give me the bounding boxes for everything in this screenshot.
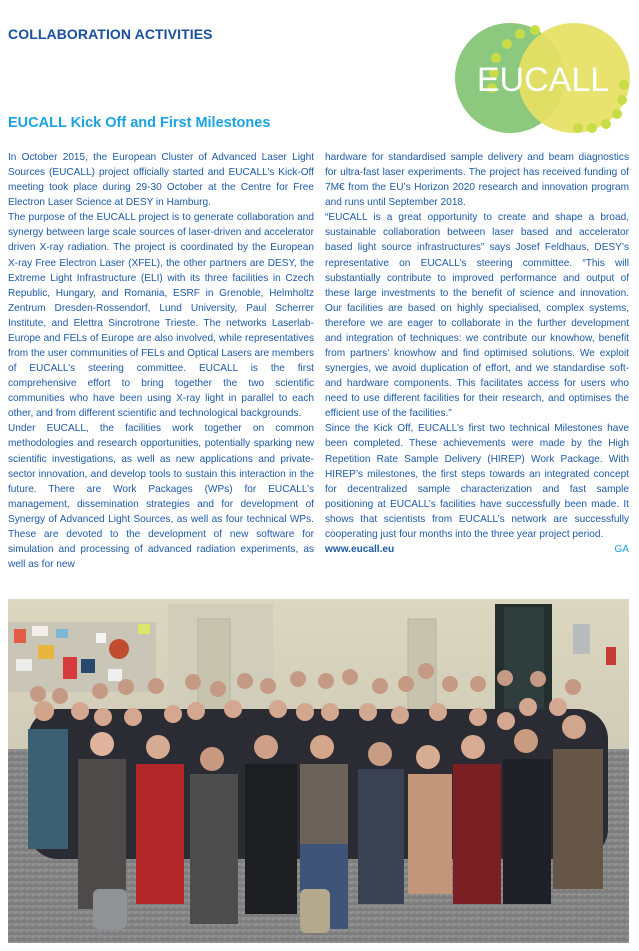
section-title: COLLABORATION ACTIVITIES: [8, 26, 213, 42]
bulletin-board: [8, 622, 156, 692]
paragraph: “EUCALL is a great opportunity to create and shape a broad, sustainable collaboration between laser based and accelerator based light source infrastructures” says Josef Feldhaus, DESY’s representative on EUCALL’s steering committee. “This will substantially contribute to improved performance and output of these large investments to the benefit of science and innovation. Our facilities are based on highly specialised, complex systems, therefore we are eager to collaborate in the further development and integration of techniques: we contribute our knowhow, benefit from partners’ knowhow and find optimised solutions. We exploit synergies, we avoid duplication of effort, and we standardise soft- and hardware components. This facilitates access for users who need to use different facilities for their research, and optimises the efficient use of the facilities.”: [325, 212, 629, 420]
logo-text: EUCALL: [476, 61, 610, 99]
paragraph: The purpose of the EUCALL project is to generate collaboration and synergy between large scale sources of laser-driven and accelerator driven X-ray radiation. The project is coordinated by the European X-ray Free Electron Laser (XFEL), the other partners are DESY, the Extreme Light Infrastructure (ELI) with its three facilities in Czech Republic, Hungary, and Romania, ESRF in Grenoble, Helmholtz Zentrum Dresden-Rossendorf, Lund University, Paul Scherrer Institute, and Elettra Sincrotrone Trieste. The networks Laserlab-Europe and FELs of Europe are also involved, while representatives from the user communities of FELs and Optical Lasers are members of EUCALL’s steering committee. EUCALL is the first comprehensive effort to bring together the two scientific communities who have been using X-ray light in parallel to each other, and from different scientific and technological backgrounds.: [8, 212, 314, 420]
paragraph: Under EUCALL, the facilities work together on common methodologies and research opportunities, potentially sparking new scientific investigations, as well as new applications and private-sector innovation, and develop tools to sustain this interaction in the future. There are Work Packages (WPs) for EUCALL’s management, dissemination strategies and for development of Synergy of Advanced Light Sources, as well as four technical WPs. These are devoted to the development of new software for simulation and processing of advanced radiation experiments, as well as for new: [8, 423, 314, 571]
article-column-right: [325, 150, 629, 557]
article-footer: [325, 542, 629, 557]
group-photo: [8, 599, 629, 943]
article-title: EUCALL Kick Off and First Milestones: [8, 115, 271, 131]
website-link[interactable]: www.eucall.eu: [325, 544, 395, 556]
eucall-logo: [452, 22, 632, 134]
paragraph: In October 2015, the European Cluster of Advanced Laser Light Sources (EUCALL) project officially started and EUCALL’s Kick-Off meeting took place during 29-30 October at the Centre for Free Electron Laser Science at DESY in Hamburg.: [8, 152, 314, 209]
paragraph: hardware for standardised sample delivery and beam diagnostics for ultra-fast laser experiments. The project has received funding of 7M€ from the EU’s Horizon 2020 research and innovation program and runs until September 2018.: [325, 152, 629, 209]
author-initials: GA: [614, 544, 629, 556]
article-column-left: [8, 150, 314, 572]
paragraph: Since the Kick Off, EUCALL’s first two technical Milestones have been completed. These achievements were made by the High Repetition Rate Sample Delivery (HIREP) Work Package. With HIREP’s milestones, the first steps towards an integrated concept for decentralized sample characterization and fast sample positioning at EUCALL’s facilities have successfully been made. It shows that scientists from EUCALL’s network are successfully cooperating just four months into the three year project period.: [325, 423, 629, 540]
